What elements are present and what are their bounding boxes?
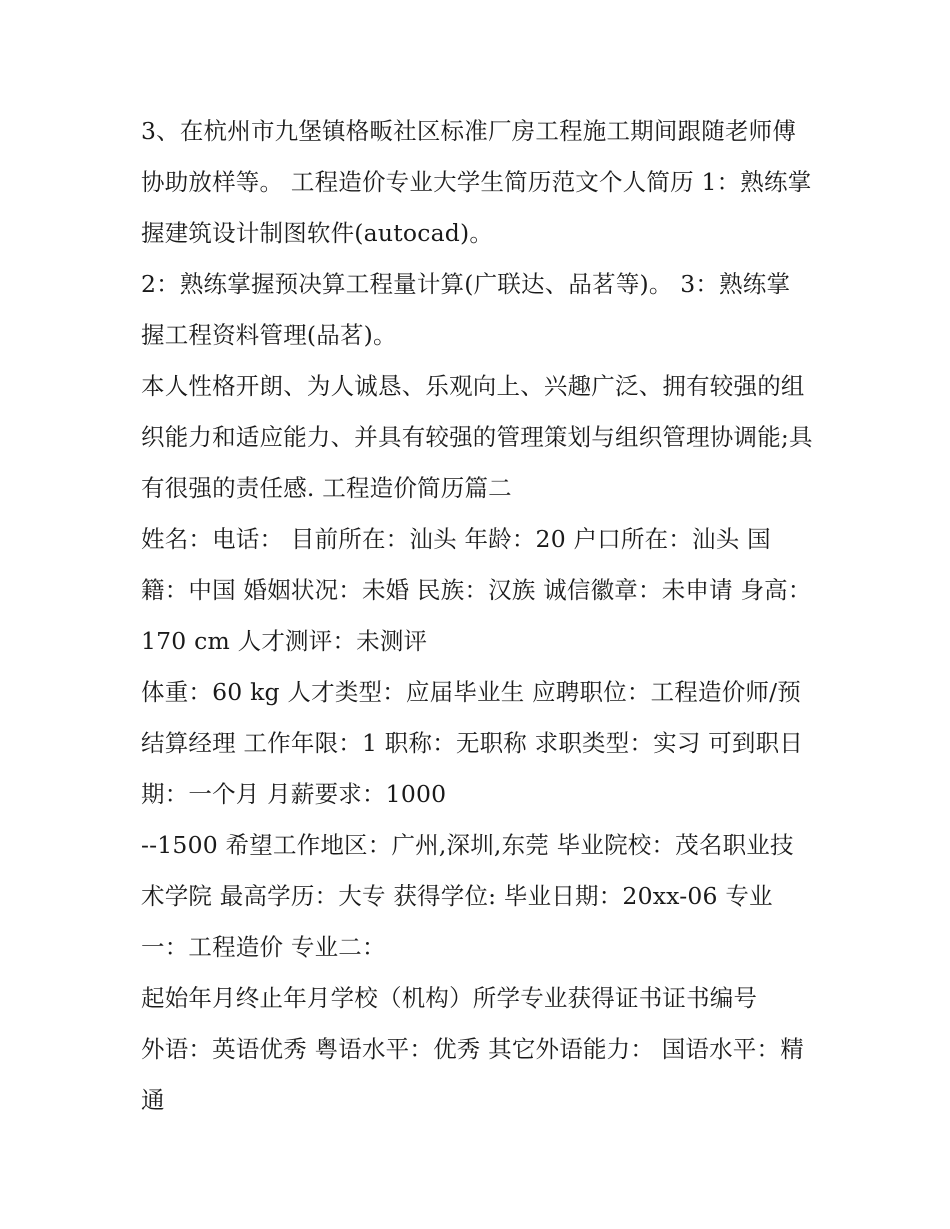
- paragraph-skills: 2：熟练掌握预决算工程量计算(广联达、品茗等)。 3：熟练掌握工程资料管理(品茗)。: [141, 270, 791, 349]
- paragraph-education-table-header: 起始年月终止年月学校（机构）所学专业获得证书证书编号: [141, 984, 758, 1012]
- paragraph-job-intent: 体重：60 kg 人才类型：应届毕业生 应聘职位：工程造价师/预结算经理 工作年限：1 职称：无职称 求职类型：实习 可到职日期：一个月 月薪要求：1000: [141, 678, 804, 808]
- document-body: [141, 106, 813, 1126]
- paragraph-personal-info: 姓名：电话： 目前所在：汕头 年龄：20 户口所在：汕头 国籍：中国 婚姻状况：未婚 民族：汉族 诚信徽章：未申请 身高：170 cm 人才测评：未测评: [141, 525, 812, 655]
- paragraph-work-experience: 3、在杭州市九堡镇格畈社区标准厂房工程施工期间跟随老师傅协助放样等。 工程造价专业大学生简历范文个人简历 1：熟练掌握建筑设计制图软件(autocad)。: [141, 117, 812, 247]
- paragraph-self-evaluation: 本人性格开朗、为人诚恳、乐观向上、兴趣广泛、拥有较强的组织能力和适应能力、并具有较强的管理策划与组织管理协调能;具有很强的责任感. 工程造价简历篇二: [141, 372, 813, 502]
- paragraph-languages: 外语：英语优秀 粤语水平：优秀 其它外语能力： 国语水平：精通: [141, 1035, 804, 1114]
- paragraph-education: --1500 希望工作地区：广州,深圳,东莞 毕业院校：茂名职业技术学院 最高学历：大专 获得学位: 毕业日期：20xx-06 专业一：工程造价 专业二：: [141, 831, 794, 961]
